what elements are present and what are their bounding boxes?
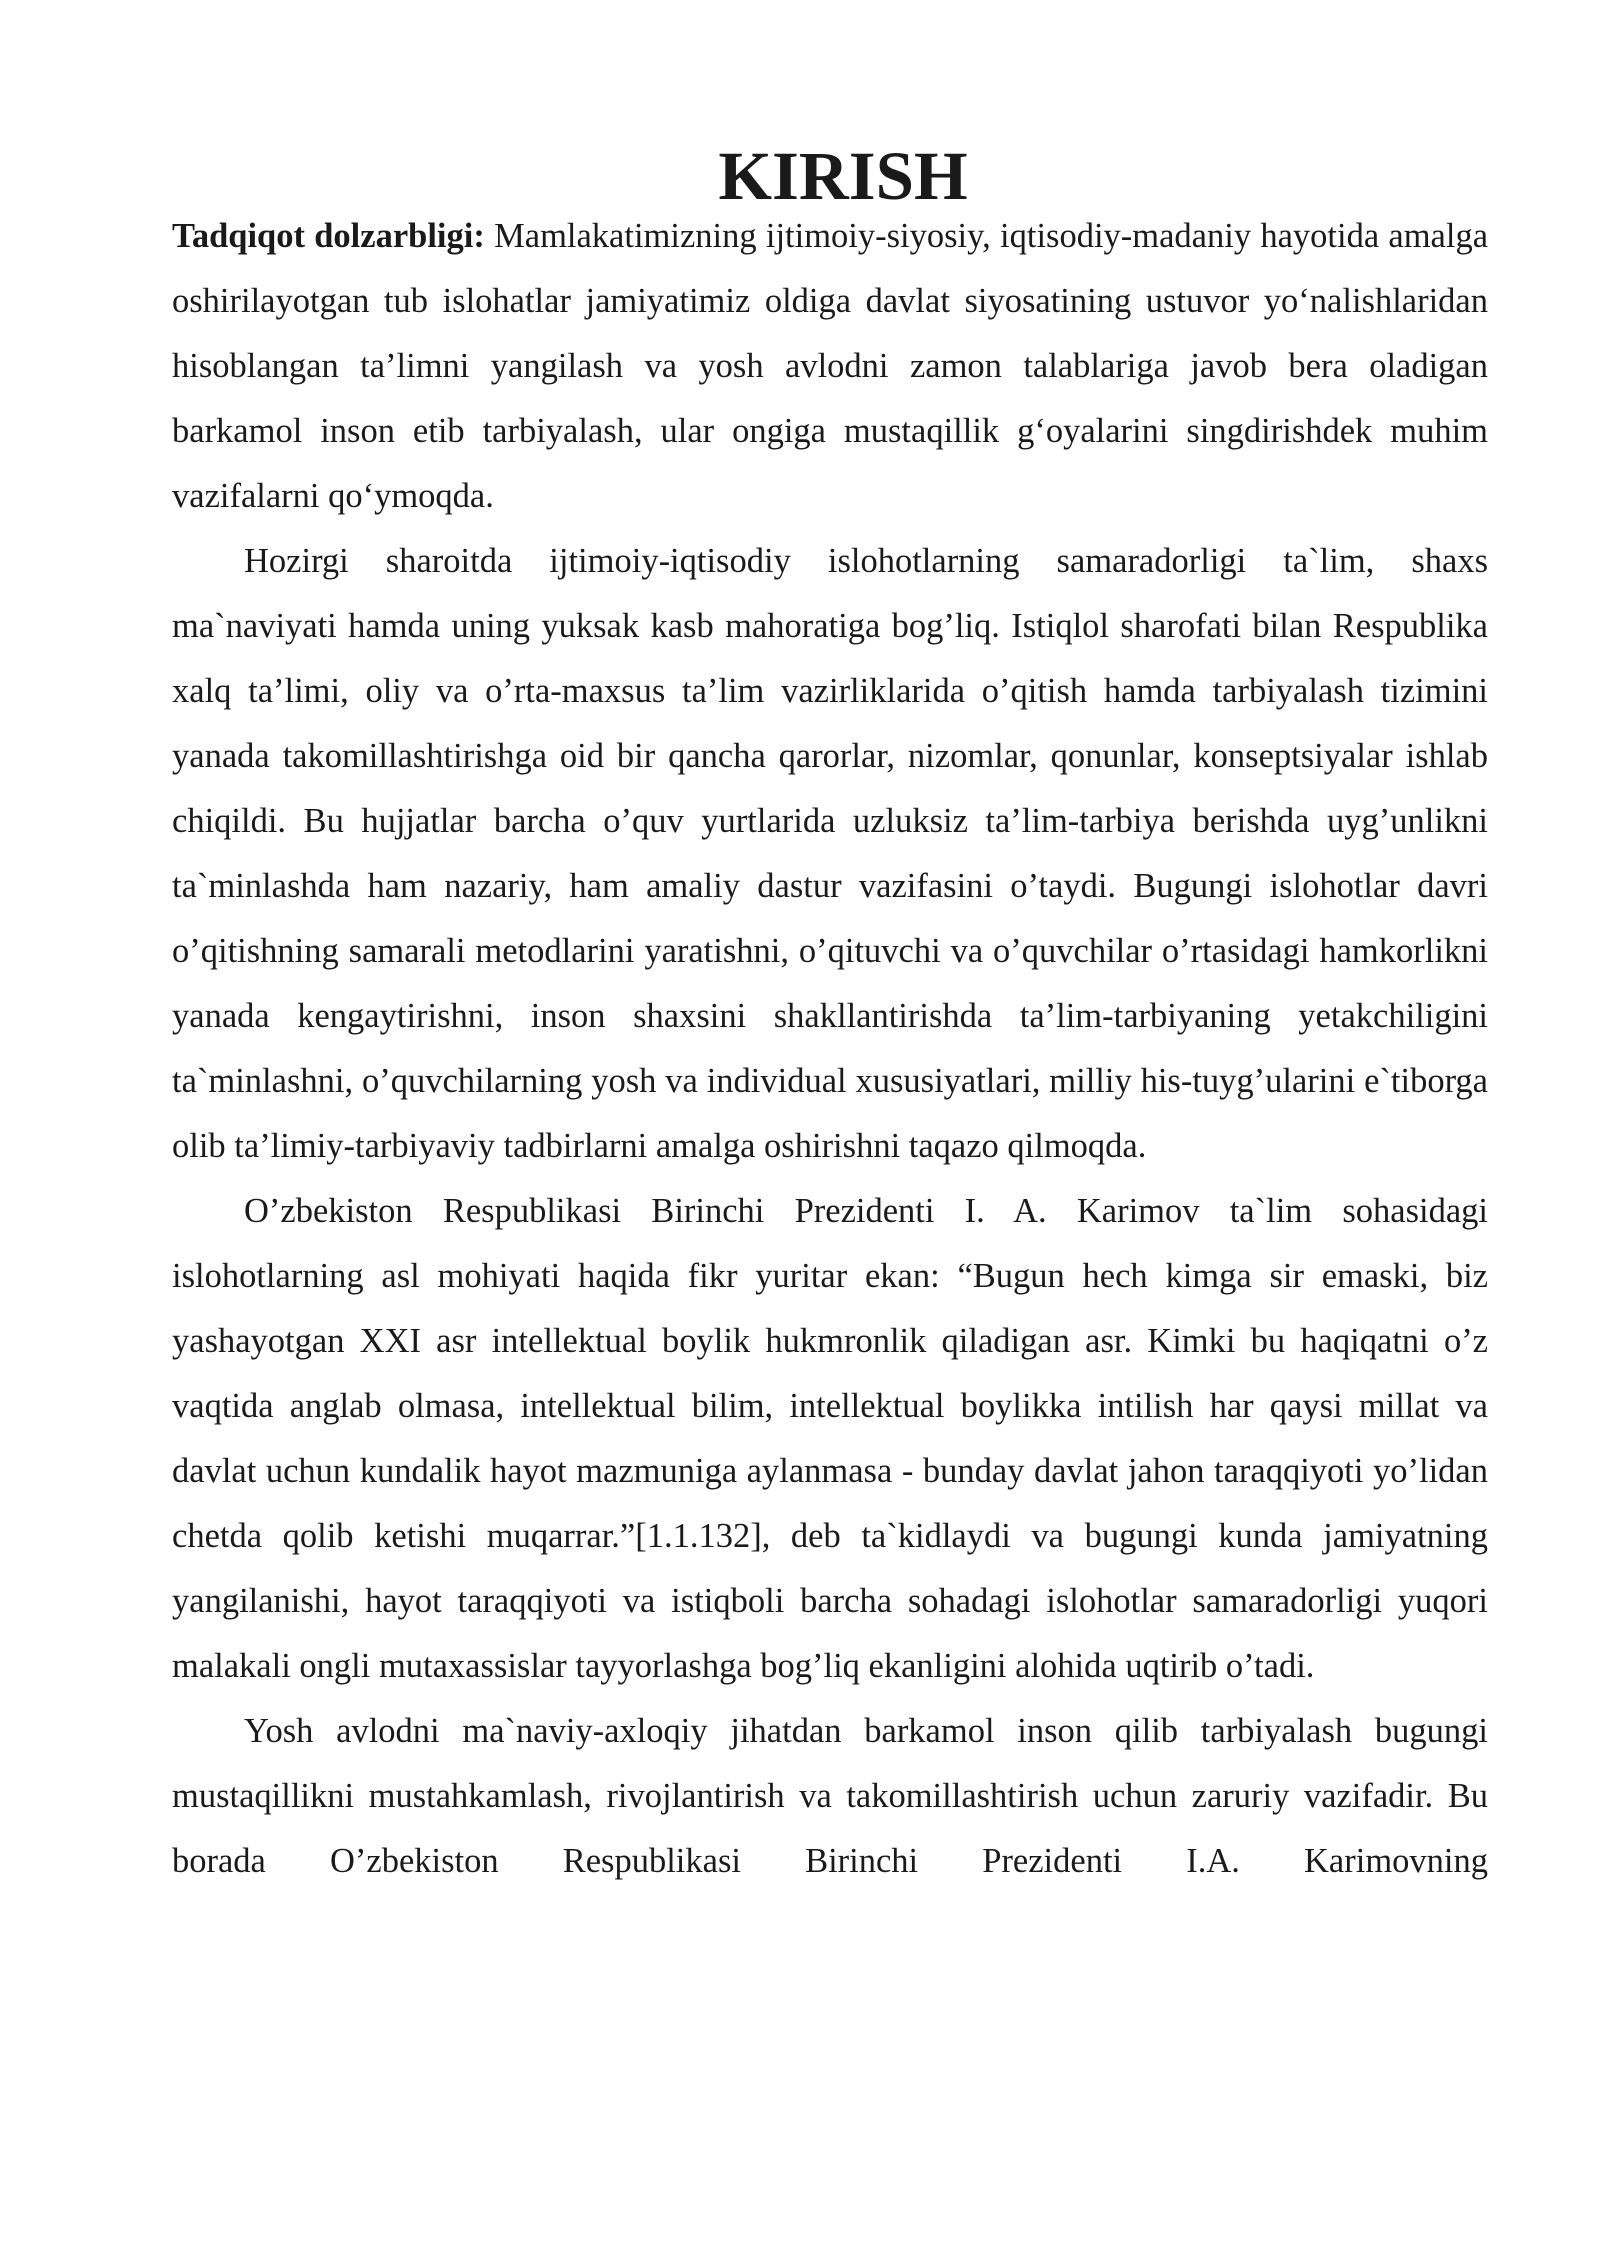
page-title: KIRISH — [718, 138, 968, 214]
paragraph-lead: Tadqiqot dolzarbligi: — [172, 217, 485, 255]
paragraph-youth-education: Yosh avlodni ma`naviy-axloqiy jihatdan barkamol inson qilib tarbiyalash bugungi mustaqillikni mustahkamlash, rivojlantirish va takomillashtirish uchun zaruriy vazifadir. Bu borada O’zbekiston Respublikasi Birinchi Prezidenti I.A. Karimovning — [172, 1712, 1488, 1880]
paragraph-reforms: Hozirgi sharoitda ijtimoiy-iqtisodiy islohotlarning samaradorligi ta`lim, shaxs ma`naviyati hamda uning yuksak kasb mahoratiga bog’liq. Istiqlol sharofati bilan Respublika xalq ta’limi, oliy va o’rta-maxsus ta’lim vazirliklarida o’qitish hamda tarbiyalash tizimini yanada takomillashtirishga oid bir qancha qarorlar, nizomlar, qonunlar, konseptsiyalar ishlab chiqildi. Bu hujjatlar barcha o’quv yurtlarida uzluksiz ta’lim-tarbiya berishda uyg’unlikni ta`minlashda ham nazariy, ham amaliy dastur vazifasini o’taydi. Bugungi islohotlar davri o’qitishning samarali metodlarini yaratishni, o’qituvchi va o’quvchilar o’rtasidagi hamkorlikni yanada kengaytirishni, inson shaxsini shakllantirishda ta’lim-tarbiyaning yetakchiligini ta`minlashni, o’quvchilarning yosh va individual xususiyatlari, milliy his-tuyg’ularini e`tiborga olib ta’limiy-tarbiyaviy tadbirlarni amalga oshirishni taqazo qilmoqda. — [172, 542, 1488, 1165]
document-page — [172, 138, 1489, 1894]
paragraph-president-quote: O’zbekiston Respublikasi Birinchi Prezidenti I. A. Karimov ta`lim sohasidagi islohotlarning asl mohiyati haqida fikr yuritar ekan: “Bugun hech kimga sir emaski, biz yashayotgan XXI asr intellektual boylik hukmronlik qiladigan asr. Kimki bu haqiqatni o’z vaqtida anglab olmasa, intellektual bilim, intellektual boylikka intilish har qaysi millat va davlat uchun kundalik hayot mazmuniga aylanmasa - bunday davlat jahon taraqqiyoti yo’lidan chetda qolib ketishi muqarrar.”[1.1.132], deb ta`kidlaydi va bugungi kunda jamiyatning yangilanishi, hayot taraqqiyoti va istiqboli barcha sohadagi islohotlar samaradorligi yuqori malakali ongli mutaxassislar tayyorlashga bog’liq ekanligini alohida uqtirib o’tadi. — [172, 1192, 1488, 1685]
paragraph-relevance — [172, 204, 1488, 529]
paragraph-text: Mamlakatimizning ijtimoiy-siyosiy, iqtisodiy-madaniy hayotida amalga oshirilayotgan tub islohatlar jamiyatimiz oldiga davlat siyosatining ustuvor yo‘nalishlaridan hisoblangan ta’limni yangilash va yosh avlodni zamon talablariga javob bera oladigan barkamol inson etib tarbiyalash, ular ongiga mustaqillik g‘oyalarini singdirishdek muhim vazifalarni qo‘ymoqda. — [172, 217, 1489, 515]
